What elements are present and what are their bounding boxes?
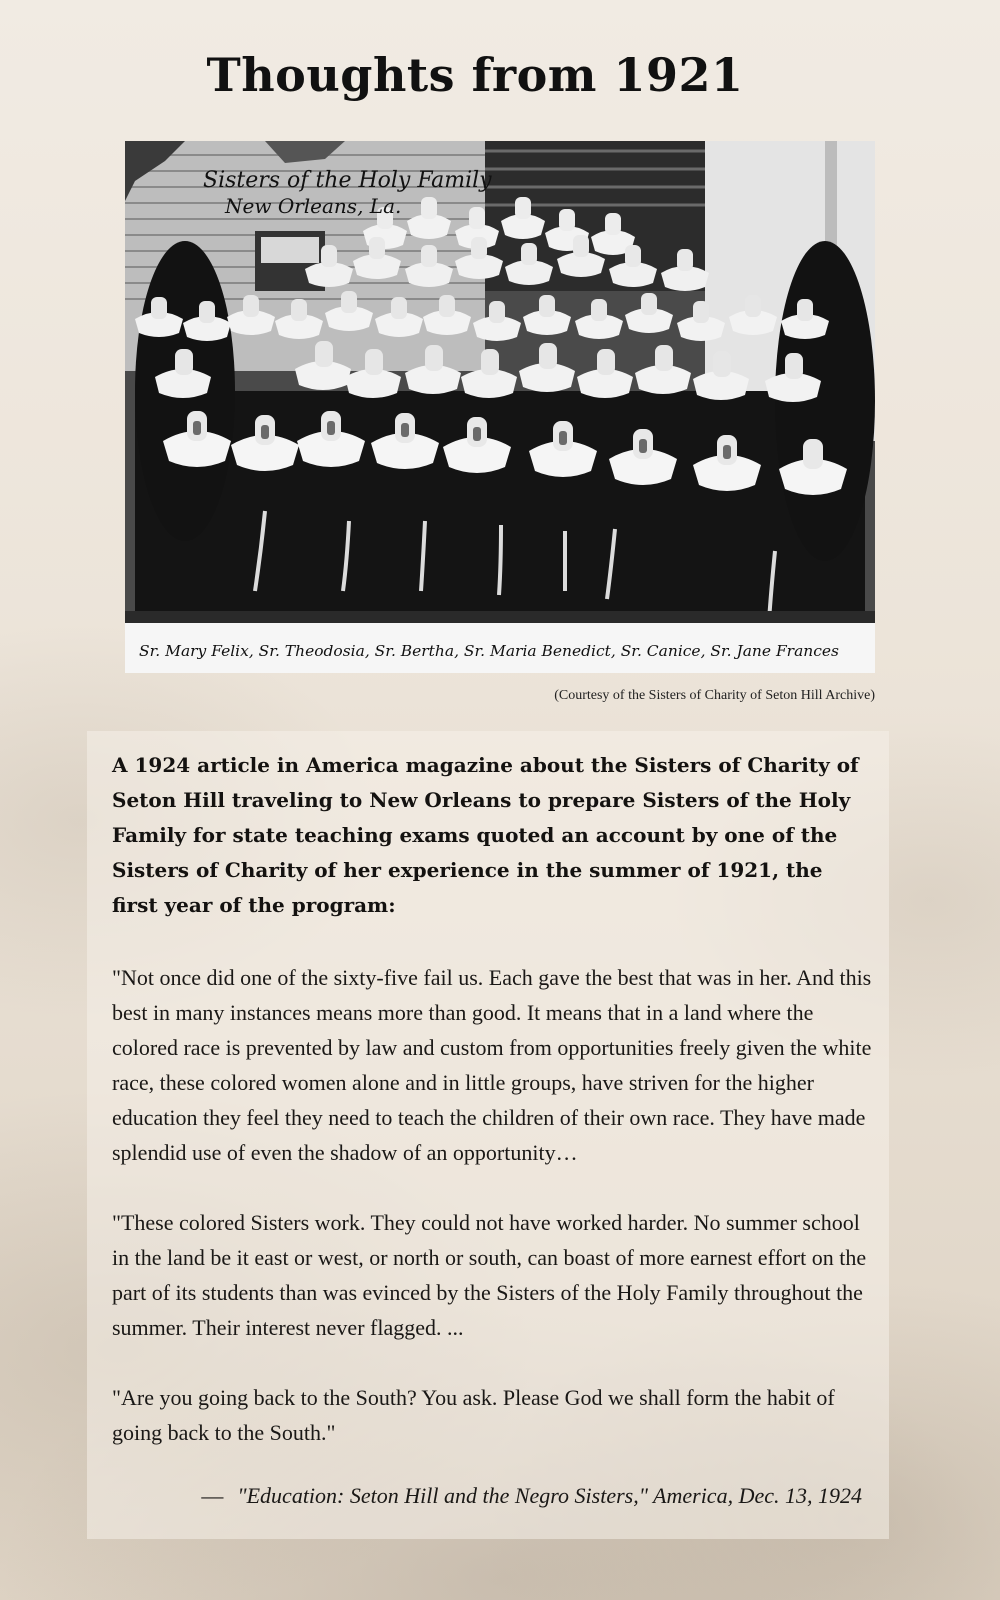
attribution-citation: "Education: Seton Hill and the Negro Sisters," America, Dec. 13, 1924 xyxy=(237,1483,862,1508)
photo-inscription-names: Sr. Mary Felix, Sr. Theodosia, Sr. Bertha, Sr. Maria Benedict, Sr. Canice, Sr. Jane Frances xyxy=(139,642,840,660)
intro-paragraph: A 1924 article in America magazine about the Sisters of Charity of Seton Hill traveling to New Orleans to prepare Sisters of the Holy Family for state teaching exams quoted an account by one of the Sisters of Charity of her experience in the summer of 1921, the first year of the program: xyxy=(112,753,859,917)
quote-paragraph-1: "Not once did one of the sixty-five fail us. Each gave the best that was in her. And this best in many instances means more than good. It means that in a land where the colored race is prevented by law and custom from opportunities freely given the white race, these colored women alone and in little groups, have striven for the higher education they feel they need to teach the children of their own race. They have made splendid use of even the shadow of an opportunity… xyxy=(112,965,872,1165)
attribution xyxy=(201,1483,862,1509)
quote-paragraph-2: "These colored Sisters work. They could not have worked harder. No summer school in the land be it east or west, or north or south, can boast of more earnest effort on the part of its students than was evinced by the Sisters of the Holy Family throughout the summer. Their interest never flagged. ... xyxy=(112,1210,867,1340)
attribution-dash: — xyxy=(201,1483,224,1508)
group-photograph xyxy=(125,141,875,673)
quote-paragraph-3: "Are you going back to the South? You ask. Please God we shall form the habit of going back to the South." xyxy=(112,1385,835,1445)
photo-caption: (Courtesy of the Sisters of Charity of Seton Hill Archive) xyxy=(554,688,875,703)
photo-inscription-location: New Orleans, La. xyxy=(225,194,402,218)
photo-inscription-title: Sisters of the Holy Family xyxy=(203,168,492,193)
page-title: Thoughts from 1921 xyxy=(206,48,744,102)
